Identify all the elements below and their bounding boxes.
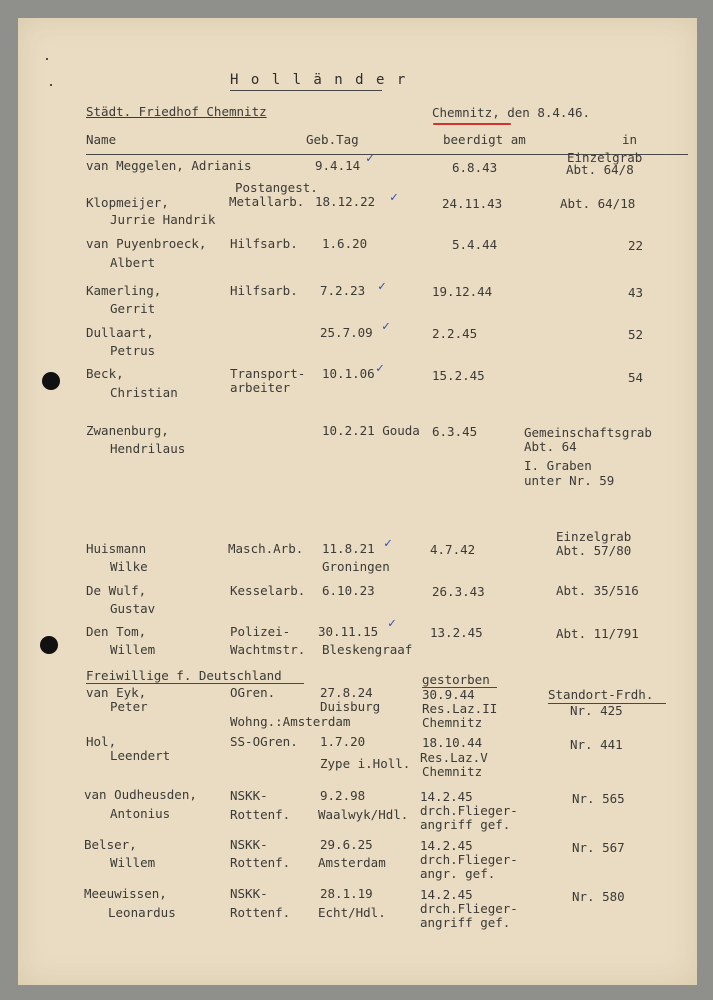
row-birth: 30.11.15 bbox=[318, 624, 379, 639]
check-mark: ✓ bbox=[376, 361, 384, 376]
row-name: van Meggelen, Adrianis bbox=[86, 158, 252, 173]
row-birth: 25.7.09 bbox=[320, 325, 373, 340]
row-name-2: Hendrilaus bbox=[110, 441, 186, 456]
volunteer-rank-2: Wohng.:Amsterdam bbox=[230, 714, 351, 729]
volunteer-name: Hol, bbox=[86, 734, 117, 749]
col-header-grave: Einzelgrab bbox=[567, 150, 643, 165]
row-grave: Abt. 64/18 bbox=[560, 196, 636, 211]
row-name-2: Willem bbox=[110, 642, 156, 657]
row-grave: Abt. 11/791 bbox=[556, 626, 639, 641]
punch-hole-bottom bbox=[40, 636, 58, 654]
volunteer-died-3: angriff gef. bbox=[420, 817, 511, 832]
row-job: Postangest. bbox=[235, 180, 318, 195]
volunteer-name-2: Willem bbox=[110, 855, 156, 870]
volunteer-birth-2: Zype i.Holl. bbox=[320, 756, 411, 771]
row-buried: 4.7.42 bbox=[430, 542, 476, 557]
row-name: Dullaart, bbox=[86, 325, 154, 340]
volunteer-rank: OGren. bbox=[230, 685, 276, 700]
row-grave: 22 bbox=[628, 238, 644, 253]
row-grave-2: Abt. 57/80 bbox=[556, 543, 632, 558]
volunteer-died: 18.10.44 bbox=[422, 735, 483, 750]
row-name: Den Tom, bbox=[86, 624, 147, 639]
title-underline bbox=[230, 90, 382, 91]
volunteer-rank-2: Rottenf. bbox=[230, 855, 291, 870]
volunteer-nr: Nr. 425 bbox=[570, 703, 623, 718]
row-name-2: Christian bbox=[110, 385, 178, 400]
row-grave-2: Abt. 64 bbox=[524, 439, 577, 454]
row-grave: Gemeinschaftsgrab bbox=[524, 425, 652, 440]
row-name: De Wulf, bbox=[86, 583, 147, 598]
row-buried: 19.12.44 bbox=[432, 284, 493, 299]
volunteer-birth: 1.7.20 bbox=[320, 734, 366, 749]
row-grave-3: I. Graben bbox=[524, 458, 592, 473]
row-buried: 5.4.44 bbox=[452, 237, 498, 252]
volunteer-died: 30.9.44 bbox=[422, 687, 475, 702]
row-name: Kamerling, bbox=[86, 283, 162, 298]
volunteer-name: Belser, bbox=[84, 837, 137, 852]
row-job: Polizei- bbox=[230, 624, 291, 639]
speck bbox=[46, 58, 48, 60]
row-job-2: Wachtmstr. bbox=[230, 642, 306, 657]
row-name: Beck, bbox=[86, 366, 124, 381]
col-header-buried: beerdigt am bbox=[443, 132, 526, 147]
volunteer-name: van Eyk, bbox=[86, 685, 147, 700]
row-birth-2: Bleskengraaf bbox=[322, 642, 413, 657]
volunteer-name: Meeuwissen, bbox=[84, 886, 167, 901]
volunteer-died-2: drch.Flieger- bbox=[420, 852, 518, 867]
row-grave: 54 bbox=[628, 370, 644, 385]
col-header-died: gestorben bbox=[422, 672, 490, 687]
red-underline bbox=[433, 123, 511, 125]
row-name: Zwanenburg, bbox=[86, 423, 169, 438]
punch-hole-top bbox=[42, 372, 60, 390]
col-header-name: Name bbox=[86, 132, 117, 147]
row-buried: 24.11.43 bbox=[442, 196, 503, 211]
row-birth-2: Groningen bbox=[322, 559, 390, 574]
volunteer-died: 14.2.45 bbox=[420, 838, 473, 853]
row-job: Hilfsarb. bbox=[230, 283, 298, 298]
volunteer-name-2: Leonardus bbox=[108, 905, 176, 920]
check-mark: ✓ bbox=[384, 536, 392, 551]
row-birth: 1.6.20 bbox=[322, 236, 368, 251]
volunteer-nr: Nr. 567 bbox=[572, 840, 625, 855]
volunteer-died-3: angr. gef. bbox=[420, 866, 496, 881]
row-name: van Puyenbroeck, bbox=[86, 236, 207, 251]
row-name: Huismann bbox=[86, 541, 147, 556]
volunteer-died-2: drch.Flieger- bbox=[420, 901, 518, 916]
volunteer-rank: SS-OGren. bbox=[230, 734, 298, 749]
volunteer-birth-2: Duisburg bbox=[320, 699, 381, 714]
col-header-location: Standort-Frdh. bbox=[548, 687, 654, 702]
row-buried: 2.2.45 bbox=[432, 326, 478, 341]
row-job: Masch.Arb. bbox=[228, 541, 304, 556]
row-name-2: Gerrit bbox=[110, 301, 156, 316]
volunteer-died-2: Res.Laz.V bbox=[420, 750, 488, 765]
volunteer-nr: Nr. 565 bbox=[572, 791, 625, 806]
speck bbox=[50, 84, 52, 86]
volunteer-died-3: Chemnitz bbox=[422, 715, 483, 730]
volunteer-died: 14.2.45 bbox=[420, 789, 473, 804]
row-job-2: arbeiter bbox=[230, 380, 291, 395]
row-buried: 6.3.45 bbox=[432, 424, 478, 439]
volunteer-died-3: Chemnitz bbox=[422, 764, 483, 779]
col-header-birth: Geb.Tag bbox=[306, 132, 359, 147]
section-underline bbox=[86, 683, 304, 684]
row-grave-4: unter Nr. 59 bbox=[524, 473, 615, 488]
volunteer-birth-2: Echt/Hdl. bbox=[318, 905, 386, 920]
check-mark: ✓ bbox=[390, 190, 398, 205]
row-name-2: Gustav bbox=[110, 601, 156, 616]
row-name-2: Jurrie Handrik bbox=[110, 212, 216, 227]
volunteer-name-2: Antonius bbox=[110, 806, 171, 821]
volunteer-birth: 27.8.24 bbox=[320, 685, 373, 700]
row-grave: Abt. 35/516 bbox=[556, 583, 639, 598]
row-birth: 6.10.23 bbox=[322, 583, 375, 598]
col-header-in: in bbox=[622, 132, 638, 147]
row-birth: 18.12.22 bbox=[315, 194, 376, 209]
volunteer-rank-2: Rottenf. bbox=[230, 905, 291, 920]
volunteer-rank: NSKK- bbox=[230, 788, 268, 803]
row-birth: 11.8.21 bbox=[322, 541, 375, 556]
check-mark: ✓ bbox=[378, 279, 386, 294]
volunteer-birth-2: Waalwyk/Hdl. bbox=[318, 807, 409, 822]
volunteer-birth-2: Amsterdam bbox=[318, 855, 386, 870]
row-birth: 10.1.06 bbox=[322, 366, 375, 381]
cemetery-name: Städt. Friedhof Chemnitz bbox=[86, 104, 267, 119]
volunteer-name-2: Peter bbox=[110, 699, 148, 714]
volunteer-died-2: drch.Flieger- bbox=[420, 803, 518, 818]
row-name: Klopmeijer, bbox=[86, 195, 169, 210]
row-grave: Abt. 64/8 bbox=[566, 162, 634, 177]
row-job: Transport- bbox=[230, 366, 306, 381]
volunteer-birth: 9.2.98 bbox=[320, 788, 366, 803]
check-mark: ✓ bbox=[388, 616, 396, 631]
row-job: Hilfsarb. bbox=[230, 236, 298, 251]
row-buried: 15.2.45 bbox=[432, 368, 485, 383]
row-grave: 43 bbox=[628, 285, 644, 300]
row-grave: Einzelgrab bbox=[556, 529, 632, 544]
section-title: Freiwillige f. Deutschland bbox=[86, 668, 282, 683]
row-job: Kesselarb. bbox=[230, 583, 306, 598]
place-date: Chemnitz, den 8.4.46. bbox=[432, 105, 591, 120]
volunteer-rank-2: Rottenf. bbox=[230, 807, 291, 822]
volunteer-died: 14.2.45 bbox=[420, 887, 473, 902]
row-birth: 10.2.21 Gouda bbox=[322, 423, 420, 438]
row-name-2: Wilke bbox=[110, 559, 148, 574]
volunteer-birth: 28.1.19 bbox=[320, 886, 373, 901]
volunteer-nr: Nr. 441 bbox=[570, 737, 623, 752]
volunteer-name: van Oudheusden, bbox=[84, 787, 197, 802]
row-name-2: Petrus bbox=[110, 343, 156, 358]
row-name-2: Albert bbox=[110, 255, 156, 270]
volunteer-nr: Nr. 580 bbox=[572, 889, 625, 904]
volunteer-birth: 29.6.25 bbox=[320, 837, 373, 852]
page-title: H o l l ä n d e r bbox=[230, 72, 408, 88]
row-buried: 13.2.45 bbox=[430, 625, 483, 640]
row-job: Metallarb. bbox=[229, 194, 305, 209]
volunteer-rank: NSKK- bbox=[230, 886, 268, 901]
row-buried: 6.8.43 bbox=[452, 160, 498, 175]
volunteer-died-3: angriff gef. bbox=[420, 915, 511, 930]
row-grave: 52 bbox=[628, 327, 644, 342]
volunteer-name-2: Leendert bbox=[110, 748, 171, 763]
row-buried: 26.3.43 bbox=[432, 584, 485, 599]
check-mark: ✓ bbox=[366, 151, 374, 166]
volunteer-died-2: Res.Laz.II bbox=[422, 701, 498, 716]
row-birth: 9.4.14 bbox=[315, 158, 361, 173]
row-birth: 7.2.23 bbox=[320, 283, 366, 298]
check-mark: ✓ bbox=[382, 319, 390, 334]
volunteer-rank: NSKK- bbox=[230, 837, 268, 852]
